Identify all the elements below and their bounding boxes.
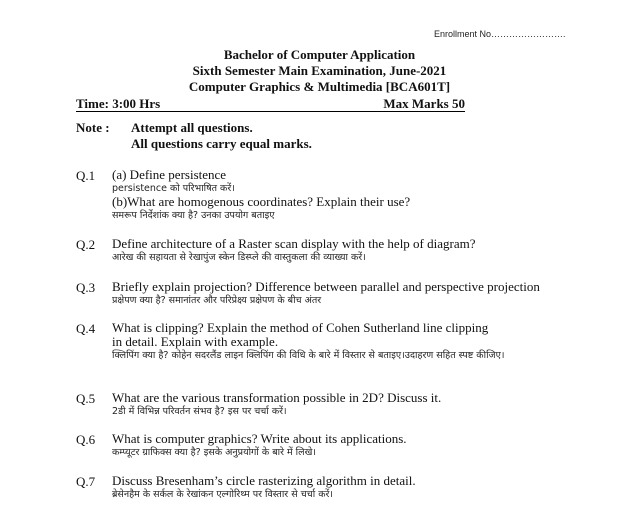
question-number: Q.3	[76, 280, 96, 295]
question-text-en: in detail. Explain with example.	[112, 334, 279, 349]
time-marks-bar	[76, 97, 465, 112]
question-number: Q.6	[76, 432, 96, 447]
question-number: Q.1	[76, 168, 96, 183]
question-text-hi: आरेख की सहायता से रेखापुंज स्केन डिस्प्ले की वास्तुकला की व्याख्या करें।	[112, 252, 366, 263]
subject-title: Computer Graphics & Multimedia [BCA601T]	[188, 79, 451, 94]
course-title: Bachelor of Computer Application	[223, 47, 416, 62]
note-line-2: All questions carry equal marks.	[131, 136, 312, 151]
time-allowed: Time: 3:00 Hrs	[76, 96, 161, 111]
question-text-hi: persistence को परिभाषित करें।	[112, 183, 235, 194]
question-number: Q.7	[76, 474, 96, 489]
question-text-en: Briefly explain projection? Difference between parallel and perspective projection	[112, 279, 540, 294]
note-label: Note :	[76, 120, 110, 135]
question-body	[112, 168, 537, 222]
max-marks: Max Marks 50	[383, 96, 465, 111]
question-text-hi: 2डी में विभिन्न परिवर्तन संभव है? इस पर चर्चा करें।	[112, 406, 287, 417]
question-body	[112, 321, 537, 362]
question-text-en: (a) Define persistence	[112, 167, 227, 182]
question-body	[112, 237, 537, 264]
question-body	[112, 391, 537, 418]
question-body	[112, 474, 537, 501]
enrollment-number-field: Enrollment No…………………….	[434, 29, 566, 39]
question-text-hi: प्रक्षेपण क्या है? समानांतर और परिप्रेक्ष्य प्रक्षेपण के बीच अंतर	[112, 295, 322, 306]
question-text-en: Discuss Bresenham’s circle rasterizing algorithm in detail.	[112, 473, 416, 488]
question-number: Q.5	[76, 391, 96, 406]
question-text-en: What is clipping? Explain the method of Cohen Sutherland line clipping	[112, 320, 489, 335]
exam-title: Sixth Semester Main Examination, June-2021	[192, 63, 447, 78]
question-text-en: Define architecture of a Raster scan display with the help of diagram?	[112, 236, 476, 251]
note-line-1: Attempt all questions.	[131, 120, 253, 135]
question-text-hi: समरूप निर्देशांक क्या है? उनका उपयोग बताइए	[112, 210, 275, 221]
question-text-en: What is computer graphics? Write about its applications.	[112, 431, 407, 446]
question-number: Q.4	[76, 321, 96, 336]
question-number: Q.2	[76, 237, 96, 252]
question-text-en: What are the various transformation possible in 2D? Discuss it.	[112, 390, 442, 405]
question-text-hi: ब्रेसेनहैम के सर्कल के रेखांकन एल्गोरिथ्म पर विस्तार से चर्चा करें।	[112, 489, 333, 500]
question-text-hi: कम्प्यूटर ग्राफिक्स क्या है? इसके अनुप्रयोगों के बारे में लिखे।	[112, 447, 316, 458]
question-body	[112, 279, 540, 307]
question-body	[112, 432, 537, 459]
question-text-en: (b)What are homogenous coordinates? Explain their use?	[112, 194, 411, 209]
question-text-hi: क्लिपिंग क्या है? कोहेन सदरलैंड लाइन क्लिपिंग की विधि के बारे में विस्तार से बताइए।उदाहरण सहित स्पष्ट कीजिए।	[112, 350, 505, 361]
